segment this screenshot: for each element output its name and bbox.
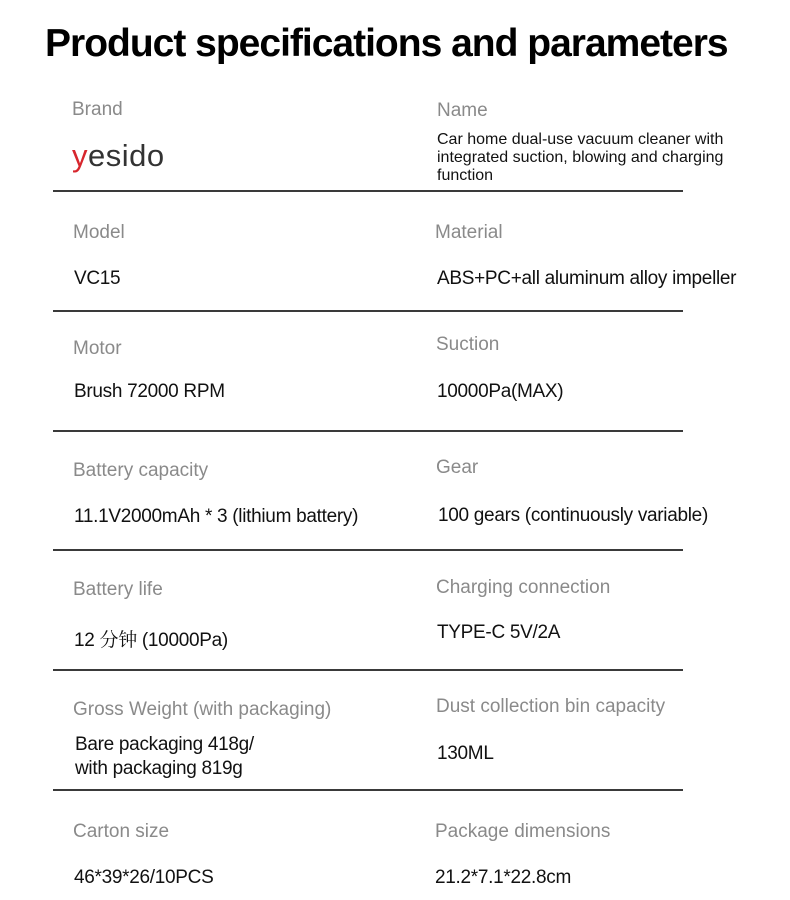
name-label: Name [437, 100, 488, 121]
battery-capacity-label: Battery capacity [73, 460, 209, 481]
gear-label: Gear [436, 457, 479, 478]
charging-connection-value: TYPE-C 5V/2A [437, 622, 561, 643]
carton-size-label: Carton size [73, 821, 170, 842]
package-dimensions-label: Package dimensions [435, 821, 611, 842]
suction-value: 10000Pa(MAX) [437, 381, 564, 402]
motor-label: Motor [73, 338, 122, 359]
brand-logo [72, 138, 165, 174]
material-value: ABS+PC+all aluminum alloy impeller [437, 268, 737, 289]
gear-value: 100 gears (continuously variable) [438, 505, 708, 526]
suction-label: Suction [436, 334, 500, 355]
model-value: VC15 [74, 268, 121, 289]
motor-value: Brush 72000 RPM [74, 381, 225, 402]
row-divider [53, 190, 683, 192]
carton-size-value: 46*39*26/10PCS [74, 867, 214, 888]
brand-logo-text: esido [88, 138, 165, 173]
battery-life-label: Battery life [73, 579, 163, 600]
gross-weight-label: Gross Weight (with packaging) [73, 699, 332, 720]
package-dimensions-value: 21.2*7.1*22.8cm [435, 867, 571, 888]
battery-life-value: 12 分钟 (10000Pa) [74, 630, 228, 651]
gross-weight-value-line: with packaging 819g [75, 758, 243, 779]
row-divider [53, 549, 683, 551]
model-label: Model [73, 222, 125, 243]
battery-capacity-value: 11.1V2000mAh * 3 (lithium battery) [74, 506, 359, 527]
brand-logo-accent-letter: y [72, 138, 88, 173]
charging-connection-label: Charging connection [436, 577, 611, 598]
row-divider [53, 310, 683, 312]
brand-label: Brand [72, 99, 123, 120]
gross-weight-value [75, 733, 254, 781]
material-label: Material [435, 222, 503, 243]
dust-bin-label: Dust collection bin capacity [436, 696, 666, 717]
row-divider [53, 789, 683, 791]
page-title: Product specifications and parameters [45, 22, 728, 65]
dust-bin-value: 130ML [437, 743, 494, 764]
row-divider [53, 430, 683, 432]
row-divider [53, 669, 683, 671]
name-value: Car home dual-use vacuum cleaner with integrated suction, blowing and charging function [437, 131, 724, 184]
gross-weight-value-line: Bare packaging 418g/ [75, 734, 254, 755]
